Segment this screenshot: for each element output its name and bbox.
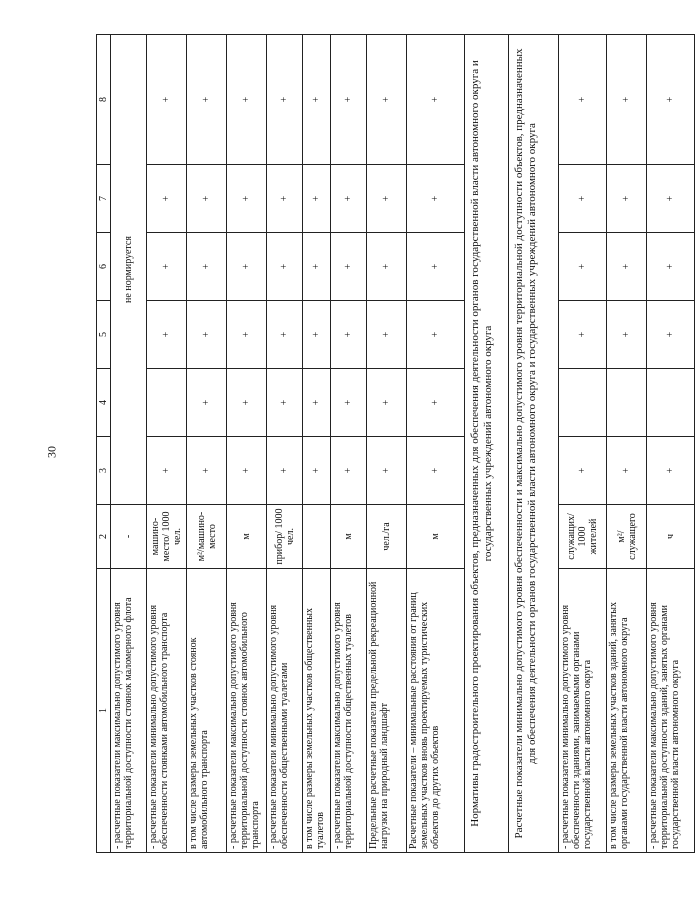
value-cell: + bbox=[267, 437, 303, 505]
value-cell: + bbox=[407, 233, 465, 301]
value-cell: + bbox=[367, 369, 407, 437]
value-cell: + bbox=[331, 233, 367, 301]
value-cell: + bbox=[367, 165, 407, 233]
value-cell: + bbox=[303, 301, 331, 369]
unit-cell: чел./га bbox=[367, 505, 407, 569]
unit-cell: м bbox=[227, 505, 267, 569]
table-row bbox=[647, 35, 695, 853]
col-header: 8 bbox=[97, 35, 111, 165]
value-cell: + bbox=[367, 301, 407, 369]
table-row bbox=[111, 35, 147, 853]
value-cell: + bbox=[227, 35, 267, 165]
value-cell: + bbox=[227, 437, 267, 505]
value-cell: + bbox=[227, 233, 267, 301]
row-label: - расчетные показатели минимально допустимого уровня обеспеченности общественными туалетами bbox=[267, 569, 303, 853]
value-cell: + bbox=[607, 165, 647, 233]
table-row bbox=[303, 35, 331, 853]
table-row bbox=[607, 35, 647, 853]
unit-cell bbox=[303, 505, 331, 569]
value-cell: + bbox=[331, 369, 367, 437]
row-label: в том числе размеры земельных участков общественных туалетов bbox=[303, 569, 331, 853]
section-row bbox=[509, 35, 559, 853]
value-cell: + bbox=[607, 35, 647, 165]
unit-cell: машино-место/ 1000 чел. bbox=[147, 505, 187, 569]
value-cell: + bbox=[267, 233, 303, 301]
col-header: 7 bbox=[97, 165, 111, 233]
value-cell: + bbox=[147, 35, 187, 165]
col-header: 3 bbox=[97, 437, 111, 505]
value-cell: + bbox=[607, 437, 647, 505]
value-cell: + bbox=[147, 165, 187, 233]
value-cell: + bbox=[647, 165, 695, 233]
value-cell: + bbox=[647, 233, 695, 301]
value-cell: + bbox=[607, 233, 647, 301]
table-row bbox=[559, 35, 607, 853]
value-cell: + bbox=[559, 233, 607, 301]
value-cell bbox=[607, 369, 647, 437]
value-cell: + bbox=[607, 301, 647, 369]
table-row bbox=[187, 35, 227, 853]
value-cell: + bbox=[227, 301, 267, 369]
value-cell: + bbox=[647, 35, 695, 165]
value-cell bbox=[559, 369, 607, 437]
value-cell: + bbox=[227, 369, 267, 437]
value-cell: + bbox=[407, 165, 465, 233]
page-number: 30 bbox=[44, 446, 59, 458]
section-title: Расчетные показатели минимально допустимого уровня обеспеченности и максимально допустимого уровня территориальной доступности объектов, предназначенных для обеспечения деятельности органов государственной власти автономного округа и государственных учреждений автономного округа bbox=[509, 35, 559, 853]
value-cell: + bbox=[147, 437, 187, 505]
norms-table bbox=[96, 34, 695, 853]
value-cell: + bbox=[267, 35, 303, 165]
value-cell: + bbox=[187, 233, 227, 301]
row-label: - расчетные показатели максимально допустимого уровня территориальной доступности общественных туалетов bbox=[331, 569, 367, 853]
col-header: 6 bbox=[97, 233, 111, 301]
unit-cell: м bbox=[331, 505, 367, 569]
row-label: в том числе размеры земельных участков зданий, занятых органами государственной власти автономного округа bbox=[607, 569, 647, 853]
row-label: в том числе размеры земельных участков стоянок автомобильного транспорта bbox=[187, 569, 227, 853]
section-title: Нормативы градостроительного проектирования объектов, предназначенных для обеспечения деятельности органов государственной власти автономного округа и государственных учреждений автономного округа bbox=[465, 35, 509, 853]
value-cell: + bbox=[559, 35, 607, 165]
value-cell: + bbox=[647, 437, 695, 505]
header-row bbox=[97, 35, 111, 853]
table-row bbox=[227, 35, 267, 853]
unit-cell: м bbox=[407, 505, 465, 569]
value-cell: + bbox=[559, 437, 607, 505]
value-cell: + bbox=[331, 165, 367, 233]
value-cell: + bbox=[559, 301, 607, 369]
col-header: 2 bbox=[97, 505, 111, 569]
unit-cell: м²/служащего bbox=[607, 505, 647, 569]
value-cell: + bbox=[407, 437, 465, 505]
table-row bbox=[331, 35, 367, 853]
value-cell: + bbox=[303, 369, 331, 437]
unit-cell: м²/машино-место bbox=[187, 505, 227, 569]
value-cell: + bbox=[187, 369, 227, 437]
value-cell: + bbox=[303, 233, 331, 301]
value-cell: + bbox=[267, 165, 303, 233]
row-label: - расчетные показатели максимально допустимого уровня территориальной доступности стоянок автомобильного транспорта bbox=[227, 569, 267, 853]
value-cell: + bbox=[331, 301, 367, 369]
row-label: Предельные расчетные показатели предельной рекреационной нагрузки на природный ландшафт bbox=[367, 569, 407, 853]
col-header: 4 bbox=[97, 369, 111, 437]
value-cell: + bbox=[367, 437, 407, 505]
value-cell: + bbox=[227, 165, 267, 233]
value-cell: + bbox=[559, 165, 607, 233]
row-label: Расчетные показатели – минимальные расстояния от границ земельных участков вновь проектируемых туристических объектов до других объектов bbox=[407, 569, 465, 853]
value-cell: + bbox=[147, 301, 187, 369]
unit-cell: - bbox=[111, 505, 147, 569]
value-cell: + bbox=[267, 369, 303, 437]
row-label: - расчетные показатели минимально допустимого уровня обеспеченности зданиями, занимаемыми органами государственной власти автономного округа bbox=[559, 569, 607, 853]
value-cell: + bbox=[303, 437, 331, 505]
value-cell: + bbox=[331, 437, 367, 505]
value-cell: + bbox=[407, 369, 465, 437]
row-label: - расчетные показатели максимально допустимого уровня территориальной доступности зданий, занятых органами государственной власти автономного округа bbox=[647, 569, 695, 853]
value-cell: + bbox=[187, 35, 227, 165]
col-header: 1 bbox=[97, 569, 111, 853]
value-cell: + bbox=[187, 165, 227, 233]
unit-cell: ч bbox=[647, 505, 695, 569]
value-cell: + bbox=[187, 301, 227, 369]
value-cell: + bbox=[187, 437, 227, 505]
value-cell: + bbox=[407, 35, 465, 165]
value-cell bbox=[647, 369, 695, 437]
value-cell: + bbox=[267, 301, 303, 369]
table-row bbox=[407, 35, 465, 853]
row-label: - расчетные показатели минимально допустимого уровня обеспеченности стоянками автомобильного транспорта bbox=[147, 569, 187, 853]
table-row bbox=[147, 35, 187, 853]
row-label: - расчетные показатели максимально допустимого уровня территориальной доступности стоянок маломерного флота bbox=[111, 569, 147, 853]
unit-cell: прибор/ 1000 чел. bbox=[267, 505, 303, 569]
value-cell: + bbox=[303, 35, 331, 165]
value-cell: + bbox=[367, 35, 407, 165]
value-cell: + bbox=[303, 165, 331, 233]
table-row bbox=[267, 35, 303, 853]
value-cell: + bbox=[647, 301, 695, 369]
value-cell: + bbox=[367, 233, 407, 301]
rotated-table-container bbox=[96, 35, 681, 853]
value-cell: + bbox=[407, 301, 465, 369]
value-cell bbox=[147, 369, 187, 437]
norm-note-cell: не нормируется bbox=[111, 35, 147, 505]
section-row bbox=[465, 35, 509, 853]
value-cell: + bbox=[147, 233, 187, 301]
unit-cell: служащих/ 1000 жителей bbox=[559, 505, 607, 569]
col-header: 5 bbox=[97, 301, 111, 369]
table-row bbox=[367, 35, 407, 853]
value-cell: + bbox=[331, 35, 367, 165]
